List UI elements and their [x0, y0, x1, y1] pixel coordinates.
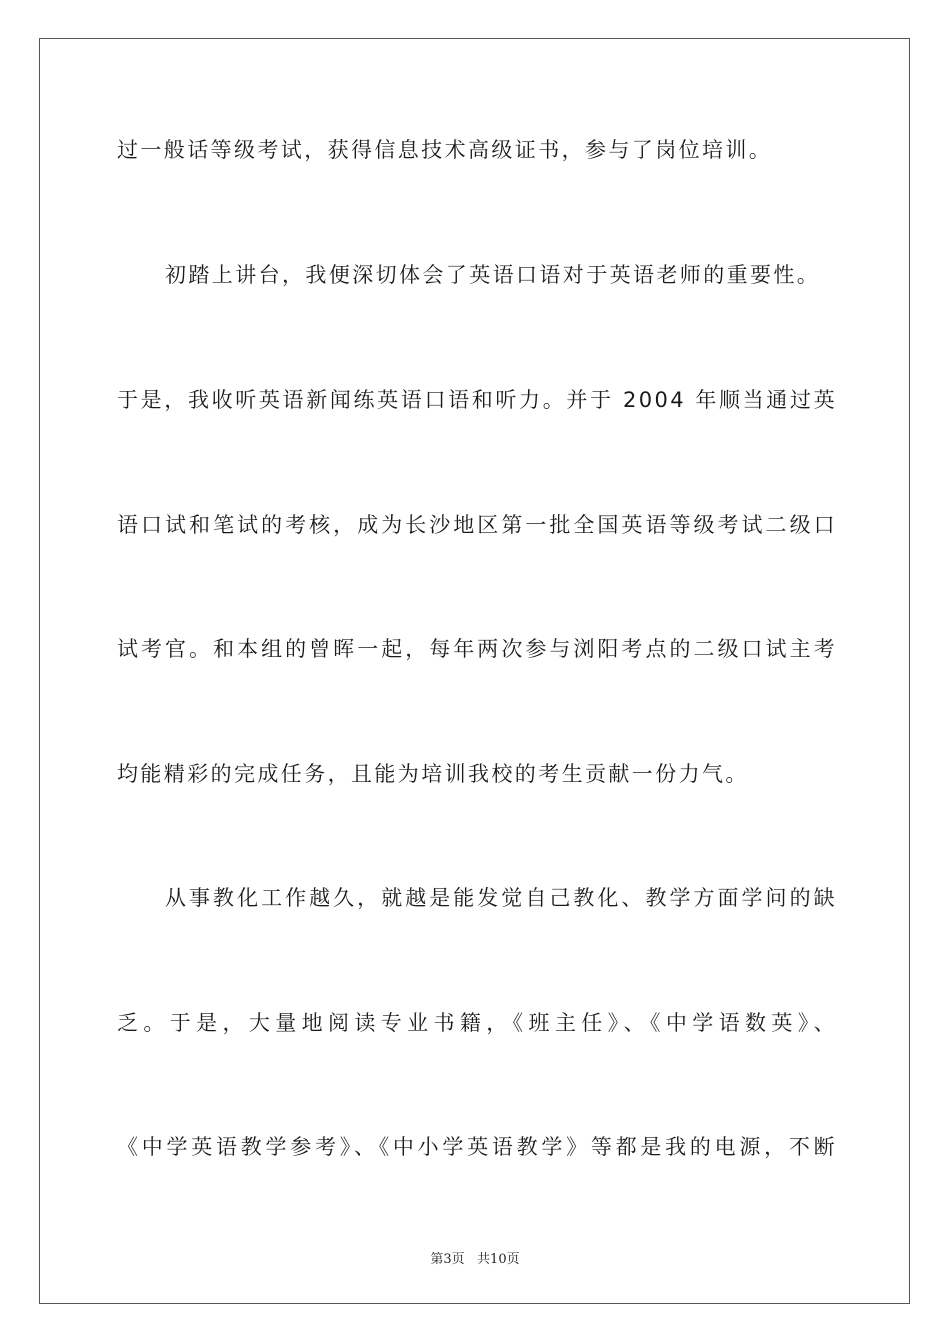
text-line-4: 语口试和笔试的考核，成为长沙地区第一批全国英语等级考试二级口	[117, 513, 837, 537]
text-line-3: 于是，我收听英语新闻练英语口语和听力。并于 2004 年顺当通过英	[117, 388, 837, 412]
text-line-9: 《中学英语教学参考》、《中小学英语教学》等都是我的电源，不断	[117, 1135, 837, 1159]
page-border	[39, 38, 910, 1304]
page-number-footer: 第3页 共10页	[430, 1252, 520, 1267]
text-line-5: 试考官。和本组的曾晖一起，每年两次参与浏阳考点的二级口试主考	[117, 637, 837, 661]
text-line-2: 初踏上讲台，我便深切体会了英语口语对于英语老师的重要性。	[165, 263, 821, 287]
text-line-8: 乏。于是，大量地阅读专业书籍，《班主任》、《中学语数英》、	[117, 1011, 837, 1035]
text-line-6: 均能精彩的完成任务，且能为培训我校的考生贡献一份力气。	[117, 762, 749, 786]
text-line-7: 从事教化工作越久，就越是能发觉自己教化、教学方面学问的缺	[165, 886, 837, 910]
text-line-1: 过一般话等级考试，获得信息技术高级证书，参与了岗位培训。	[117, 138, 773, 162]
